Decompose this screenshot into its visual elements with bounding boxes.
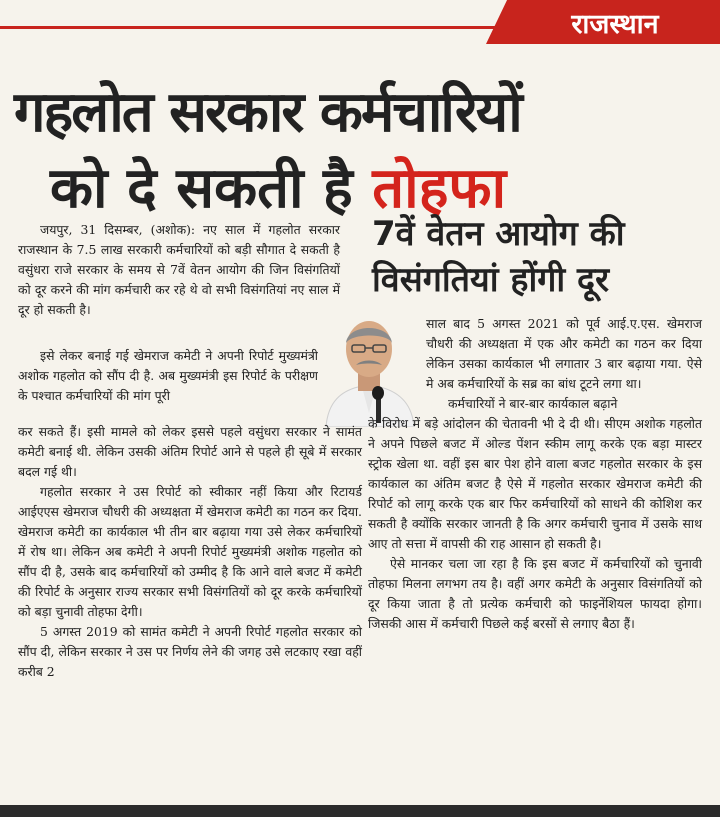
top-red-rule: [0, 26, 510, 29]
subheadline-line-2: विसंगतियां होंगी दूर: [372, 260, 609, 300]
article-paragraph: साल बाद 5 अगस्त 2021 को पूर्व आई.ए.एस. खेमराज चौधरी की अध्यक्षता में एक और कमेटी का गठन कर दिया लेकिन उसका कार्यकाल भी लगातार 3 बार बढ़ाया गया. ऐसे मे अब कर्मचारियों के सब्र का बांध टूटने लगा था।: [426, 316, 702, 391]
headline-line-1: गहलोत सरकार कर्मचारियों: [14, 80, 521, 145]
article-paragraph: कर सकते हैं। इसी मामले को लेकर इससे पहले वसुंधरा सरकार ने सामंत कमेटी बनाई थी. लेकिन उसकी अंतिम रिपोर्ट आने से पहले ही सूबे में सरकार बदल गई थी।: [18, 424, 362, 479]
article-paragraph: ऐसे मानकर चला जा रहा है कि इस बजट में कर्मचारियों को चुनावी तोहफा मिलना लगभग तय है। वहीं अगर कमेटी के अनुसार विसंगतियों को दूर किया जाता है तो प्रत्येक कर्मचारी को फाइनेंशियल फायदा होगा। जिसकी आस में कर्मचारी पिछले कई बरसों से लगाए बैठा हैं।: [368, 556, 702, 631]
headline-accent-word: तोहफा: [372, 156, 507, 221]
article-left-bottom: [18, 422, 362, 682]
article-paragraph: के विरोध में बड़े आंदोलन की चेतावनी भी दे दी थी। सीएम अशोक गहलोत ने अपने पिछले बजट में ओल्ड पेंशन स्कीम लागू करके एक बड़ा मास्टर स्ट्रोक खेला था. वहीं इस बार पेश होने वाला बजट गहलोत सरकार के इस कार्यकाल का अंतिम बजट है ऐसे में गहलोत सरकार खेमराज कमेटी की रिपोर्ट को लागू करके एक बार फिर कर्मचारियों को साधने की कोशिश कर सकती है क्योंकि सरकार जानती है कि अगर कर्मचारी चुनाव में उसके साथ आए तो सत्ता में वापसी की राह आसान हो सकती है।: [368, 416, 702, 551]
portrait-photo: [318, 305, 420, 427]
headline-line-2-prefix: को दे सकती है: [50, 156, 373, 221]
article-paragraph: इसे लेकर बनाई गई खेमराज कमेटी ने अपनी रिपोर्ट मुख्यमंत्री अशोक गहलोत को सौंप दी है. अब मुख्यमंत्री इस रिपोर्ट के परीक्षण के पश्चात कर्मचारियों की मांग पूरी: [18, 348, 318, 403]
article-paragraph: जयपुर, 31 दिसम्बर, (अशोक): नए साल में गहलोत सरकार राजस्थान के 7.5 लाख सरकारी कर्मचारियों को बड़ी सौगात दे सकती है वसुंधरा राजे सरकार के समय से 7वें वेतन आयोग की जिन विसंगतियों को दूर करने की मांग कर्मचारी कर रहे थे वो सभी विसंगतियां नए साल में दूर हो सकती है।: [18, 222, 340, 317]
article-right-top: [426, 314, 702, 414]
article-left-top: [18, 220, 340, 320]
subheadline-line-1: 7वें वेतन आयोग की: [372, 214, 625, 254]
article-paragraph: 5 अगस्त 2019 को सामंत कमेटी ने अपनी रिपोर्ट गहलोत सरकार को सौंप दी, लेकिन सरकार ने उस पर निर्णय लेने की जगह उसे लटकाए रखा वहीं करीब 2: [18, 624, 362, 679]
bottom-border: [0, 805, 720, 817]
section-label: राजस्थान: [571, 9, 659, 40]
article-paragraph: गहलोत सरकार ने उस रिपोर्ट को स्वीकार नहीं किया और रिटायर्ड आईएएस खेमराज चौधरी की अध्यक्षता में खेमराज कमेटी का गठन कर दिया. खेमराज कमेटी का कार्यकाल भी तीन बार बढ़ाया गया उसे लेकर कर्मचारियों में रोष था। लेकिन अब कमेटी ने अपनी रिपोर्ट मुख्यमंत्री अशोक गहलोत को सौंप दी है, उसके बाद कर्मचारियों को उम्मीद है कि आने वाले बजट में कमेटी की रिपोर्ट के अनुसार राज्य सरकार सभी विसंगतियों को दूर करके कर्मचारियों को बड़ा चुनावी तोहफा देगी।: [18, 484, 362, 619]
article-left-middle: [18, 346, 318, 406]
article-paragraph: कर्मचारियों ने बार-बार कार्यकाल बढ़ाने: [448, 396, 618, 411]
person-portrait-icon: [318, 305, 420, 427]
article-right-bottom: [368, 414, 702, 634]
